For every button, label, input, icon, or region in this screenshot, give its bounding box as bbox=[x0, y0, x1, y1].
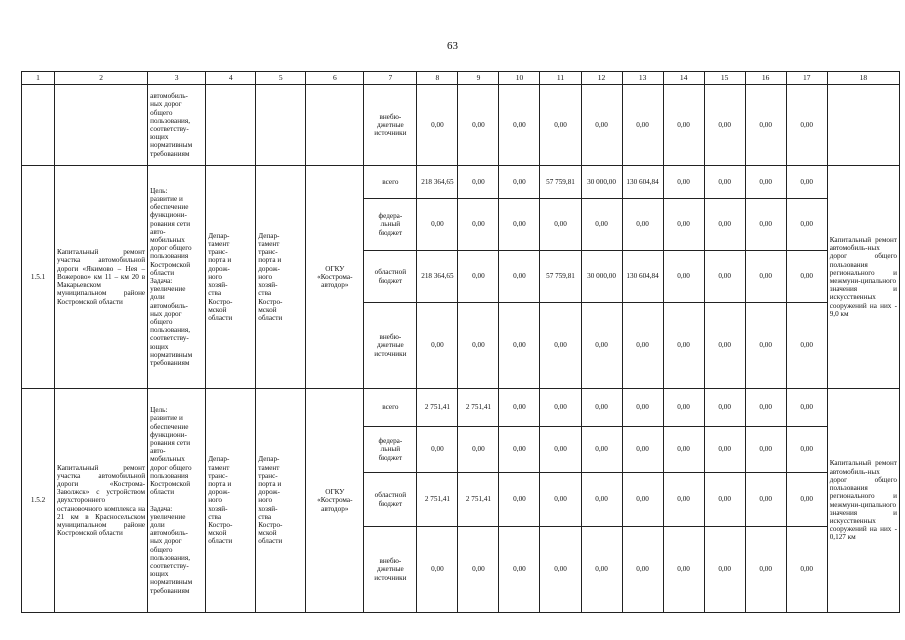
value-cell: 0,00 bbox=[499, 389, 540, 427]
funding-source-cell: федера- льный бюджет bbox=[364, 427, 417, 473]
value-cell: 0,00 bbox=[704, 527, 745, 613]
value-cell: 0,00 bbox=[622, 85, 663, 166]
value-cell: 0,00 bbox=[458, 166, 499, 199]
header-cell: 4 bbox=[206, 72, 256, 85]
value-cell: 0,00 bbox=[786, 199, 827, 251]
continuation-row bbox=[22, 85, 900, 166]
value-cell: 0,00 bbox=[417, 303, 458, 389]
value-cell: 0,00 bbox=[581, 199, 622, 251]
value-cell: 30 000,00 bbox=[581, 166, 622, 199]
value-cell: 0,00 bbox=[663, 527, 704, 613]
value-cell: 0,00 bbox=[581, 427, 622, 473]
value-cell: 0,00 bbox=[704, 473, 745, 527]
value-cell: 0,00 bbox=[499, 473, 540, 527]
value-cell: 0,00 bbox=[622, 199, 663, 251]
header-cell: 15 bbox=[704, 72, 745, 85]
value-cell: 0,00 bbox=[663, 166, 704, 199]
value-cell: 0,00 bbox=[745, 527, 786, 613]
participant-cell bbox=[306, 85, 364, 166]
value-cell: 0,00 bbox=[499, 427, 540, 473]
value-cell: 0,00 bbox=[786, 303, 827, 389]
value-cell: 0,00 bbox=[704, 389, 745, 427]
value-cell: 0,00 bbox=[745, 303, 786, 389]
funding-source-cell: всего bbox=[364, 389, 417, 427]
result-cell bbox=[827, 85, 899, 166]
value-cell: 0,00 bbox=[786, 389, 827, 427]
value-cell: 0,00 bbox=[663, 199, 704, 251]
header-cell: 1 bbox=[22, 72, 55, 85]
funding-source-cell: областной бюджет bbox=[364, 251, 417, 303]
header-cell: 17 bbox=[786, 72, 827, 85]
value-cell: 0,00 bbox=[663, 473, 704, 527]
value-cell: 0,00 bbox=[786, 427, 827, 473]
table-row bbox=[22, 389, 900, 427]
coexecutor-cell bbox=[256, 85, 306, 166]
header-cell: 6 bbox=[306, 72, 364, 85]
goal-cell: Цель: развитие и обеспечение функциони- рования сети авто- мобильных дорог общего пользования Костромской области Задача: увеличение доли автомобиль- ных дорог общего пользования, соответству- ющих нормативным требованиям bbox=[148, 166, 206, 389]
value-cell: 0,00 bbox=[458, 85, 499, 166]
result-cell: Капитальный ремонт автомобиль-ных дорог общего пользования регионального и межмуни-ципального значения и искусственных сооружений на них - 0,127 км bbox=[827, 389, 899, 613]
header-row bbox=[22, 72, 900, 85]
value-cell: 2 751,41 bbox=[417, 473, 458, 527]
value-cell: 0,00 bbox=[745, 199, 786, 251]
value-cell: 0,00 bbox=[663, 303, 704, 389]
page-number: 63 bbox=[447, 40, 458, 52]
funding-source-cell: внебю- джетные источники bbox=[364, 85, 417, 166]
value-cell: 0,00 bbox=[622, 427, 663, 473]
goal-cell: Цель: развитие и обеспечение функциони- рования сети авто- мобильных дорог общего пользования Костромской области Задача: увеличение доли автомобиль- ных дорог общего пользования, соответству- ющих нормативным требованиям bbox=[148, 389, 206, 613]
value-cell: 0,00 bbox=[786, 473, 827, 527]
value-cell: 0,00 bbox=[745, 427, 786, 473]
value-cell: 0,00 bbox=[704, 251, 745, 303]
participant-cell: ОГКУ «Кострома- автодор» bbox=[306, 389, 364, 613]
value-cell: 57 759,81 bbox=[540, 251, 581, 303]
value-cell: 0,00 bbox=[458, 527, 499, 613]
funding-source-cell: внебю- джетные источники bbox=[364, 303, 417, 389]
value-cell: 0,00 bbox=[786, 251, 827, 303]
value-cell: 130 604,84 bbox=[622, 251, 663, 303]
value-cell: 0,00 bbox=[622, 389, 663, 427]
value-cell: 0,00 bbox=[458, 303, 499, 389]
value-cell: 0,00 bbox=[499, 251, 540, 303]
value-cell: 0,00 bbox=[417, 427, 458, 473]
value-cell: 0,00 bbox=[458, 199, 499, 251]
goal-cell: автомобиль- ных дорог общего пользования, соответству- ющих нормативным требованиям bbox=[148, 85, 206, 166]
value-cell: 0,00 bbox=[417, 199, 458, 251]
table-row bbox=[22, 166, 900, 199]
value-cell: 0,00 bbox=[499, 527, 540, 613]
header-cell: 3 bbox=[148, 72, 206, 85]
header-cell: 14 bbox=[663, 72, 704, 85]
header-cell: 2 bbox=[55, 72, 148, 85]
coexecutor-cell: Депар- тамент транс- порта и дорож- ного хозяй- ства Костро- мской области bbox=[256, 389, 306, 613]
value-cell: 0,00 bbox=[745, 389, 786, 427]
value-cell: 2 751,41 bbox=[458, 473, 499, 527]
value-cell: 0,00 bbox=[581, 473, 622, 527]
result-cell: Капитальный ремонт автомобиль-ных дорог общего пользования регионального и межмуни-ципального значения и искусственных сооружений на них - 9,0 км bbox=[827, 166, 899, 389]
participant-cell: ОГКУ «Кострома- автодор» bbox=[306, 166, 364, 389]
value-cell: 0,00 bbox=[663, 85, 704, 166]
header-cell: 9 bbox=[458, 72, 499, 85]
value-cell: 0,00 bbox=[540, 389, 581, 427]
value-cell: 2 751,41 bbox=[458, 389, 499, 427]
value-cell: 0,00 bbox=[458, 251, 499, 303]
value-cell: 0,00 bbox=[786, 527, 827, 613]
value-cell: 0,00 bbox=[663, 251, 704, 303]
value-cell: 218 364,65 bbox=[417, 166, 458, 199]
value-cell: 0,00 bbox=[745, 473, 786, 527]
header-cell: 7 bbox=[364, 72, 417, 85]
item-number-cell: 1.5.1 bbox=[22, 166, 55, 389]
value-cell: 218 364,65 bbox=[417, 251, 458, 303]
header-cell: 12 bbox=[581, 72, 622, 85]
value-cell: 0,00 bbox=[540, 303, 581, 389]
value-cell: 0,00 bbox=[622, 303, 663, 389]
value-cell: 0,00 bbox=[745, 166, 786, 199]
header-cell: 13 bbox=[622, 72, 663, 85]
value-cell: 0,00 bbox=[581, 85, 622, 166]
program-table bbox=[21, 71, 900, 613]
value-cell: 0,00 bbox=[540, 427, 581, 473]
header-cell: 5 bbox=[256, 72, 306, 85]
value-cell: 0,00 bbox=[499, 199, 540, 251]
value-cell: 0,00 bbox=[417, 527, 458, 613]
value-cell: 0,00 bbox=[704, 166, 745, 199]
value-cell: 0,00 bbox=[540, 473, 581, 527]
value-cell: 2 751,41 bbox=[417, 389, 458, 427]
value-cell: 0,00 bbox=[622, 527, 663, 613]
value-cell: 0,00 bbox=[745, 251, 786, 303]
funding-source-cell: областной бюджет bbox=[364, 473, 417, 527]
value-cell: 0,00 bbox=[581, 303, 622, 389]
funding-source-cell: внебю- джетные источники bbox=[364, 527, 417, 613]
item-name-cell: Капитальный ремонт участка автомобильной дороги «Кострома-Заволжск» с устройством двухстороннего остановочного комплекса на 21 км в Красносельском муниципальном районе Костромской области bbox=[55, 389, 148, 613]
value-cell: 57 759,81 bbox=[540, 166, 581, 199]
header-cell: 16 bbox=[745, 72, 786, 85]
value-cell: 0,00 bbox=[745, 85, 786, 166]
funding-source-cell: федера- льный бюджет bbox=[364, 199, 417, 251]
value-cell: 0,00 bbox=[417, 85, 458, 166]
funding-source-cell: всего bbox=[364, 166, 417, 199]
value-cell: 130 604,84 bbox=[622, 166, 663, 199]
coexecutor-cell: Депар- тамент транс- порта и дорож- ного хозяй- ства Костро- мской области bbox=[256, 166, 306, 389]
value-cell: 0,00 bbox=[499, 303, 540, 389]
executor-cell: Депар- тамент транс- порта и дорож- ного хозяй- ства Костро- мской области bbox=[206, 166, 256, 389]
header-cell: 11 bbox=[540, 72, 581, 85]
value-cell: 0,00 bbox=[786, 166, 827, 199]
value-cell: 0,00 bbox=[704, 427, 745, 473]
value-cell: 0,00 bbox=[540, 85, 581, 166]
executor-cell: Депар- тамент транс- порта и дорож- ного хозяй- ства Костро- мской области bbox=[206, 389, 256, 613]
value-cell: 0,00 bbox=[663, 389, 704, 427]
item-number-cell: 1.5.2 bbox=[22, 389, 55, 613]
executor-cell bbox=[206, 85, 256, 166]
value-cell: 0,00 bbox=[540, 527, 581, 613]
item-name-cell bbox=[55, 85, 148, 166]
value-cell: 0,00 bbox=[704, 303, 745, 389]
item-name-cell: Капитальный ремонт участка автомобильной дороги «Якимово – Нея – Вожерово» км 11 – км 20 в Макарьевском муниципальном районе Костромской области bbox=[55, 166, 148, 389]
value-cell: 0,00 bbox=[704, 199, 745, 251]
value-cell: 0,00 bbox=[704, 85, 745, 166]
value-cell: 0,00 bbox=[458, 427, 499, 473]
value-cell: 0,00 bbox=[622, 473, 663, 527]
header-cell: 18 bbox=[827, 72, 899, 85]
value-cell: 0,00 bbox=[786, 85, 827, 166]
header-cell: 10 bbox=[499, 72, 540, 85]
value-cell: 0,00 bbox=[499, 166, 540, 199]
value-cell: 30 000,00 bbox=[581, 251, 622, 303]
header-cell: 8 bbox=[417, 72, 458, 85]
value-cell: 0,00 bbox=[499, 85, 540, 166]
value-cell: 0,00 bbox=[540, 199, 581, 251]
value-cell: 0,00 bbox=[581, 389, 622, 427]
value-cell: 0,00 bbox=[663, 427, 704, 473]
item-number-cell bbox=[22, 85, 55, 166]
value-cell: 0,00 bbox=[581, 527, 622, 613]
